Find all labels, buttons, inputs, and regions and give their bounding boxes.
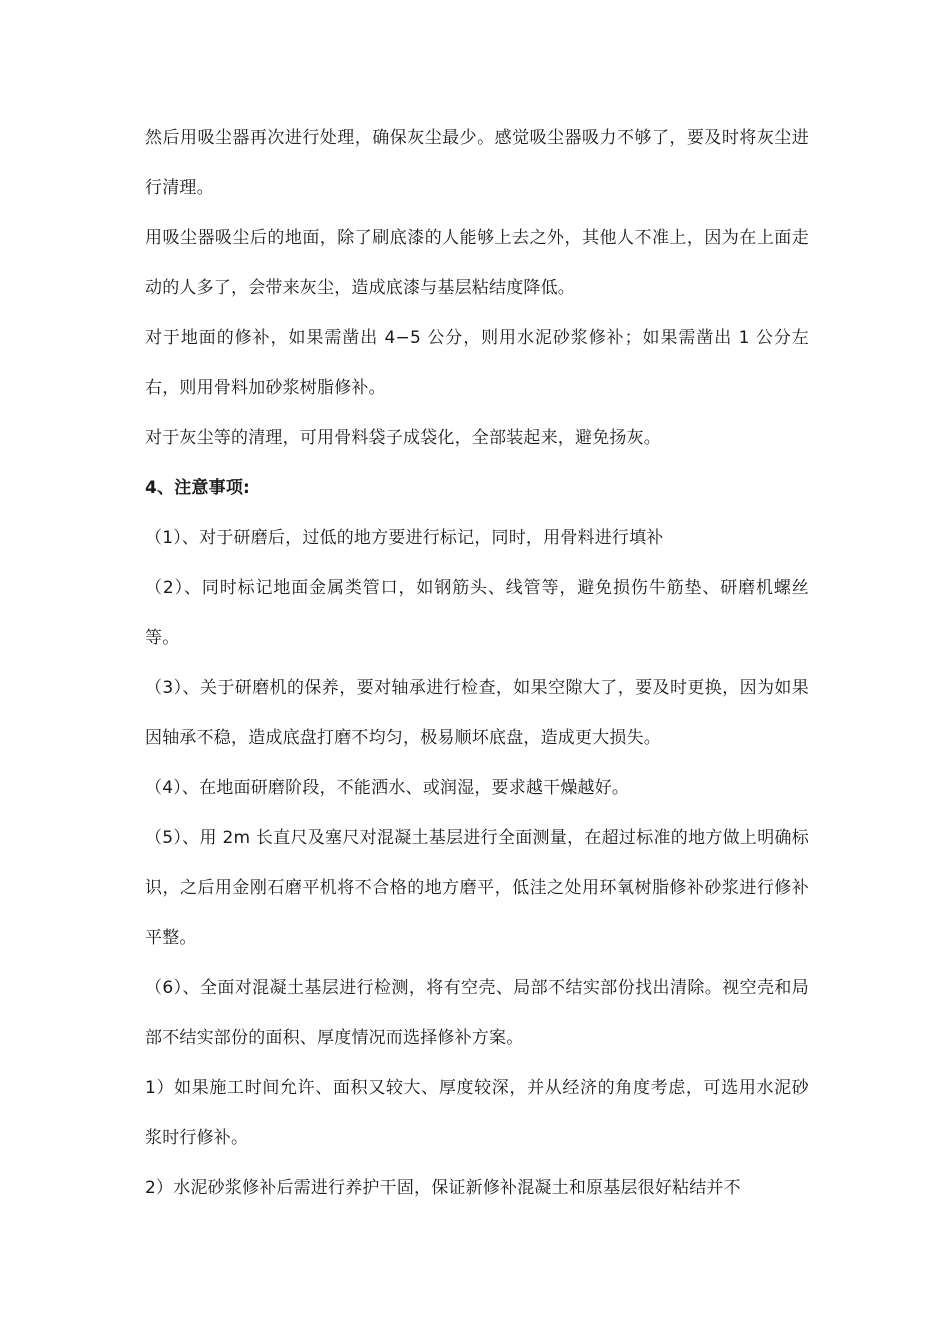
- note-item-5: （5）、用 2m 长直尺及塞尺对混凝土基层进行全面测量，在超过标准的地方做上明确标识，之后用金刚石磨平机将不合格的地方磨平，低洼之处用环氧树脂修补砂浆进行修补平整。: [145, 828, 809, 948]
- paragraph-floor-repair: 对于地面的修补，如果需凿出 4−5 公分，则用水泥砂浆修补；如果需凿出 1 公分左右，则用骨料加砂浆树脂修补。: [145, 328, 809, 398]
- note-item-2: （2）、同时标记地面金属类管口，如钢筋头、线管等，避免损伤牛筋垫、研磨机螺丝等。: [145, 578, 809, 648]
- note-item-4: （4）、在地面研磨阶段，不能洒水、或润湿，要求越干燥越好。: [145, 778, 630, 798]
- note-item-6: （6）、全面对混凝土基层进行检测，将有空壳、局部不结实部份找出清除。视空壳和局部不结实部份的面积、厚度情况而选择修补方案。: [145, 978, 809, 1048]
- document-page: [145, 113, 809, 1213]
- paragraph-dust-cleanup: 对于灰尘等的清理，可用骨料袋子成袋化，全部装起来，避免扬灰。: [145, 428, 661, 448]
- paragraph-vacuum-cleaning: 然后用吸尘器再次进行处理，确保灰尘最少。感觉吸尘器吸力不够了，要及时将灰尘进行清理。: [145, 128, 809, 198]
- section-heading-notes: 4、注意事项:: [145, 478, 251, 498]
- paragraph-after-vacuum: 用吸尘器吸尘后的地面，除了刷底漆的人能够上去之外，其他人不准上，因为在上面走动的人多了，会带来灰尘，造成底漆与基层粘结度降低。: [145, 228, 809, 298]
- note-item-3: （3）、关于研磨机的保养，要对轴承进行检查，如果空隙大了，要及时更换，因为如果因轴承不稳，造成底盘打磨不均匀，极易顺坏底盘，造成更大损失。: [145, 678, 809, 748]
- sub-item-1: 1）如果施工时间允许、面积又较大、厚度较深，并从经济的角度考虑，可选用水泥砂浆时行修补。: [145, 1078, 809, 1148]
- note-item-1: （1）、对于研磨后，过低的地方要进行标记，同时，用骨料进行填补: [145, 528, 664, 548]
- sub-item-2: 2）水泥砂浆修补后需进行养护干固，保证新修补混凝土和原基层很好粘结并不: [145, 1178, 741, 1198]
